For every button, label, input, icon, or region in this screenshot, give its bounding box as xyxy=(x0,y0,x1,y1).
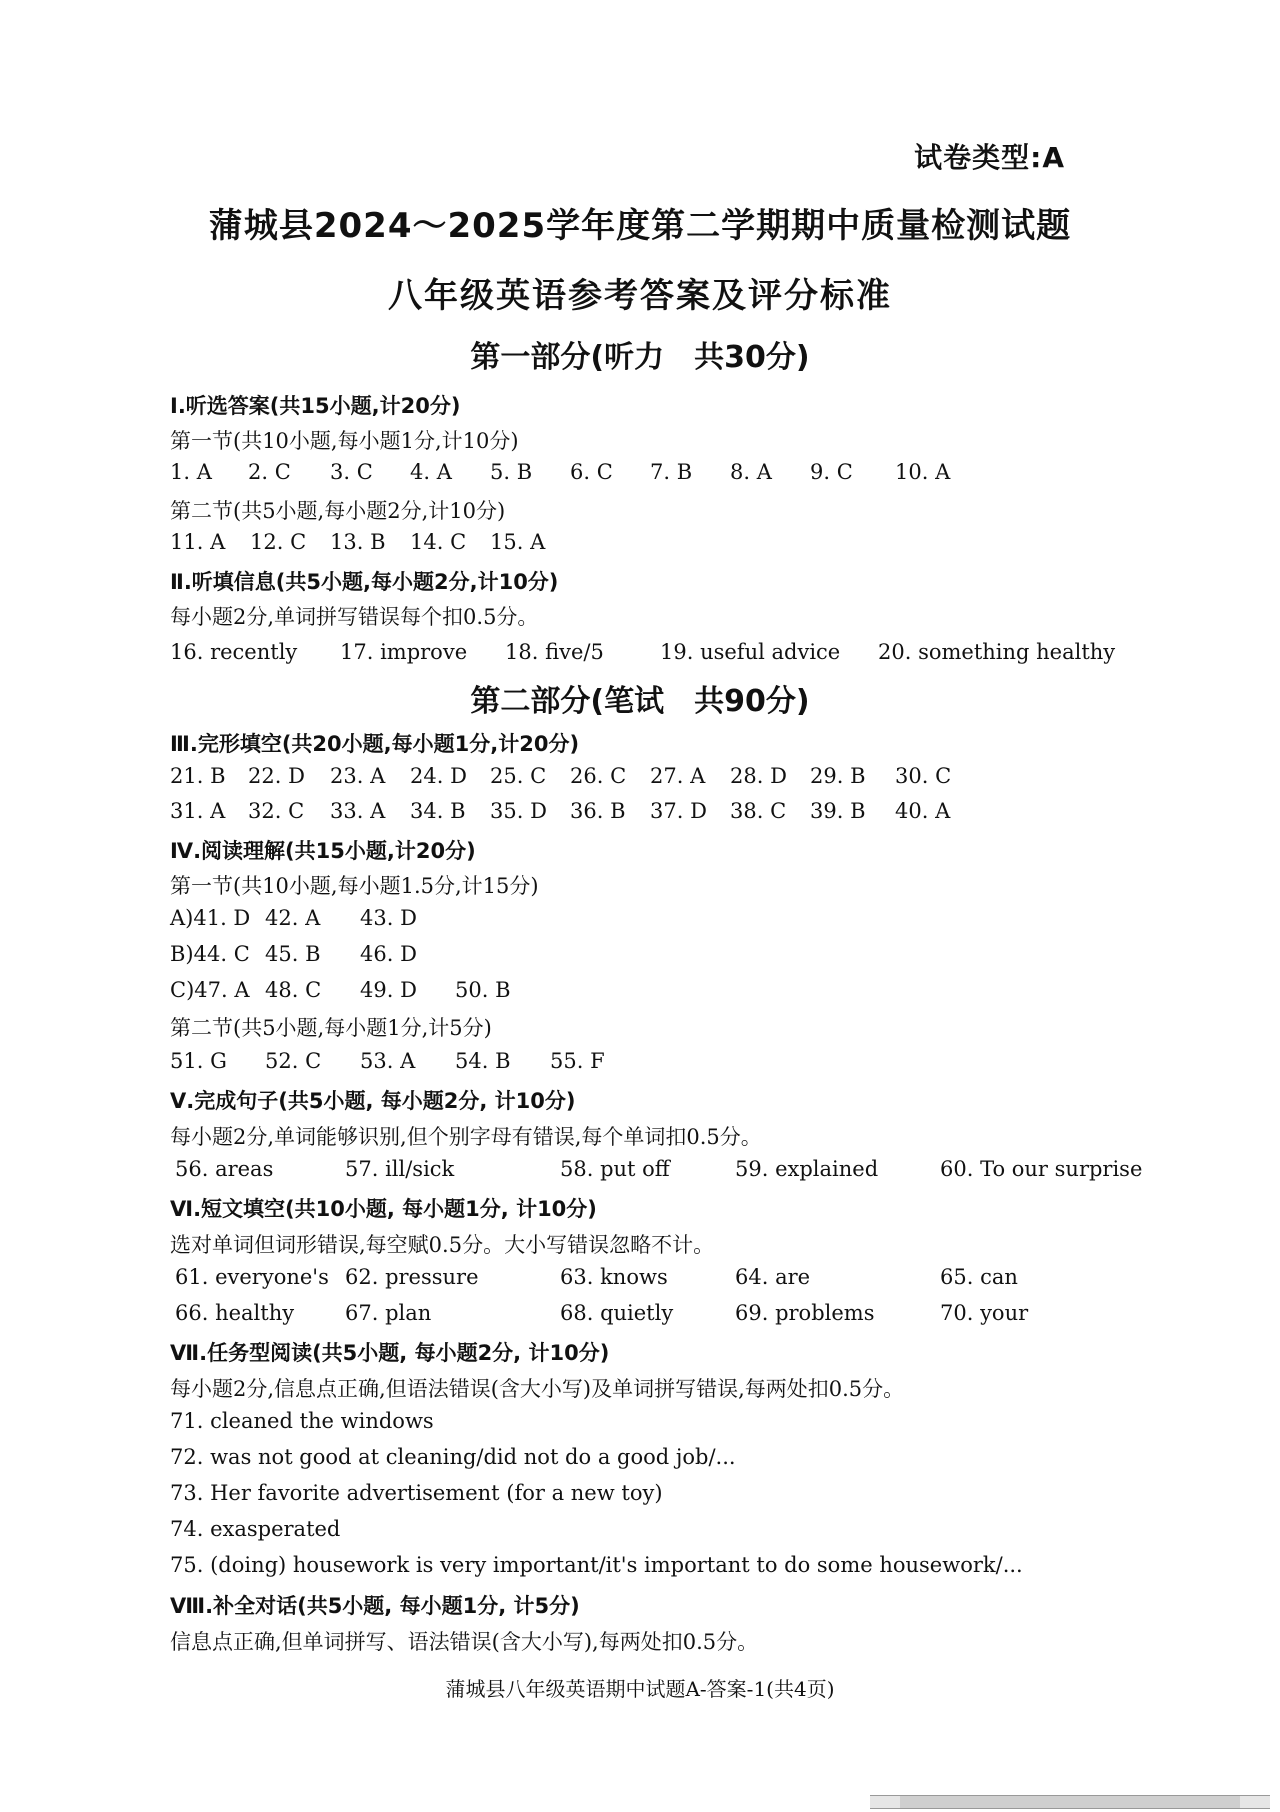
answer-item: 48. C xyxy=(265,978,322,1002)
answer-item: 23. A xyxy=(330,764,386,788)
answer-item: 28. D xyxy=(730,764,787,788)
answer-item: 2. C xyxy=(248,460,291,484)
answer-item: 54. B xyxy=(455,1049,511,1073)
answer-item: 42. A xyxy=(265,906,321,930)
answer-item: 45. B xyxy=(265,942,321,966)
answer-item: 15. A xyxy=(490,530,546,554)
section6-heading: Ⅵ.短文填空(共10小题, 每小题1分, 计10分) xyxy=(170,1197,597,1221)
part2-title: 第二部分(笔试 共90分) xyxy=(470,684,810,719)
answer-item: 30. C xyxy=(895,764,952,788)
section7-heading: Ⅶ.任务型阅读(共5小题, 每小题2分, 计10分) xyxy=(170,1341,610,1365)
horizontal-scrollbar[interactable] xyxy=(870,1795,1270,1809)
section2-heading: Ⅱ.听填信息(共5小题,每小题2分,计10分) xyxy=(170,570,559,594)
answer-item: 26. C xyxy=(570,764,627,788)
answer-item: 69. problems xyxy=(735,1301,875,1325)
section5-note: 每小题2分,单词能够识别,但个别字母有错误,每个单词扣0.5分。 xyxy=(170,1125,762,1149)
answer-item: 7. B xyxy=(650,460,693,484)
answer-item: 46. D xyxy=(360,942,417,966)
answer-item: 53. A xyxy=(360,1049,416,1073)
answer-item: 64. are xyxy=(735,1265,811,1289)
section1-sub2: 第二节(共5小题,每小题2分,计10分) xyxy=(170,499,506,523)
answer-item: 17. improve xyxy=(340,640,468,664)
answer-item: 36. B xyxy=(570,799,626,823)
answer-75: 75. (doing) housework is very important/it's important to do some housework/... xyxy=(170,1553,1023,1577)
answer-item: 40. A xyxy=(895,799,951,823)
answer-item: 63. knows xyxy=(560,1265,668,1289)
answer-item: C)47. A xyxy=(170,978,250,1002)
answer-item: 32. C xyxy=(248,799,305,823)
answer-73: 73. Her favorite advertisement (for a new toy) xyxy=(170,1481,663,1505)
answer-item: 25. C xyxy=(490,764,547,788)
answer-item: B)44. C xyxy=(170,942,250,966)
answer-item: 8. A xyxy=(730,460,772,484)
answer-item: 19. useful advice xyxy=(660,640,841,664)
answer-item: 37. D xyxy=(650,799,707,823)
answer-item: 43. D xyxy=(360,906,417,930)
answer-item: A)41. D xyxy=(170,906,251,930)
scrollbar-thumb[interactable] xyxy=(900,1796,1240,1808)
answer-item: 60. To our surprise xyxy=(940,1157,1143,1181)
answer-item: 33. A xyxy=(330,799,386,823)
answer-item: 39. B xyxy=(810,799,866,823)
answer-72: 72. was not good at cleaning/did not do a good job/... xyxy=(170,1445,736,1469)
answer-item: 38. C xyxy=(730,799,787,823)
answer-item: 9. C xyxy=(810,460,853,484)
answer-item: 51. G xyxy=(170,1049,227,1073)
answer-item: 58. put off xyxy=(560,1157,670,1181)
answer-item: 61. everyone's xyxy=(175,1265,329,1289)
section8-note: 信息点正确,但单词拼写、语法错误(含大小写),每两处扣0.5分。 xyxy=(170,1630,759,1654)
answer-item: 1. A xyxy=(170,460,212,484)
answer-item: 20. something healthy xyxy=(878,640,1116,664)
section8-heading: Ⅷ.补全对话(共5小题, 每小题1分, 计5分) xyxy=(170,1594,580,1618)
answer-71: 71. cleaned the windows xyxy=(170,1409,434,1433)
section4-sub1: 第一节(共10小题,每小题1.5分,计15分) xyxy=(170,874,539,898)
exam-title: 蒲城县2024～2025学年度第二学期期中质量检测试题 xyxy=(208,206,1072,246)
answer-item: 31. A xyxy=(170,799,226,823)
answer-item: 10. A xyxy=(895,460,951,484)
section1-sub1: 第一节(共10小题,每小题1分,计10分) xyxy=(170,429,519,453)
answer-item: 21. B xyxy=(170,764,226,788)
section6-note: 选对单词但词形错误,每空赋0.5分。大小写错误忽略不计。 xyxy=(170,1233,715,1257)
section1-heading: Ⅰ.听选答案(共15小题,计20分) xyxy=(170,394,461,418)
paper-type-mark: 试卷类型:A xyxy=(914,141,1065,174)
answer-item: 50. B xyxy=(455,978,511,1002)
answer-item: 34. B xyxy=(410,799,466,823)
answer-item: 11. A xyxy=(170,530,226,554)
exam-subtitle: 八年级英语参考答案及评分标准 xyxy=(388,276,892,316)
answer-item: 57. ill/sick xyxy=(345,1157,455,1181)
answer-item: 4. A xyxy=(410,460,452,484)
answer-item: 24. D xyxy=(410,764,467,788)
answer-item: 12. C xyxy=(250,530,307,554)
section7-note: 每小题2分,信息点正确,但语法错误(含大小写)及单词拼写错误,每两处扣0.5分。 xyxy=(170,1377,905,1401)
answer-item: 16. recently xyxy=(170,640,298,664)
section4-heading: Ⅳ.阅读理解(共15小题,计20分) xyxy=(170,839,476,863)
answer-item: 27. A xyxy=(650,764,706,788)
answer-item: 70. your xyxy=(940,1301,1029,1325)
section2-note: 每小题2分,单词拼写错误每个扣0.5分。 xyxy=(170,605,539,629)
answer-item: 5. B xyxy=(490,460,533,484)
answer-item: 59. explained xyxy=(735,1157,879,1181)
answer-item: 52. C xyxy=(265,1049,322,1073)
answer-item: 68. quietly xyxy=(560,1301,674,1325)
answer-item: 66. healthy xyxy=(175,1301,295,1325)
answer-item: 6. C xyxy=(570,460,613,484)
answer-item: 13. B xyxy=(330,530,386,554)
answer-item: 56. areas xyxy=(175,1157,274,1181)
answer-item: 14. C xyxy=(410,530,467,554)
answer-item: 67. plan xyxy=(345,1301,432,1325)
answer-item: 55. F xyxy=(550,1049,605,1073)
answer-item: 22. D xyxy=(248,764,305,788)
answer-item: 62. pressure xyxy=(345,1265,479,1289)
section5-heading: Ⅴ.完成句子(共5小题, 每小题2分, 计10分) xyxy=(170,1089,576,1113)
section3-heading: Ⅲ.完形填空(共20小题,每小题1分,计20分) xyxy=(170,732,580,756)
answer-item: 18. five/5 xyxy=(505,640,604,664)
answer-item: 65. can xyxy=(940,1265,1018,1289)
page-footer: 蒲城县八年级英语期中试题A-答案-1(共4页) xyxy=(445,1677,835,1701)
answer-74: 74. exasperated xyxy=(170,1517,341,1541)
answer-item: 35. D xyxy=(490,799,547,823)
answer-item: 49. D xyxy=(360,978,417,1002)
answer-item: 3. C xyxy=(330,460,373,484)
answer-item: 29. B xyxy=(810,764,866,788)
section4-sub2: 第二节(共5小题,每小题1分,计5分) xyxy=(170,1016,492,1040)
part1-title: 第一部分(听力 共30分) xyxy=(470,340,810,375)
